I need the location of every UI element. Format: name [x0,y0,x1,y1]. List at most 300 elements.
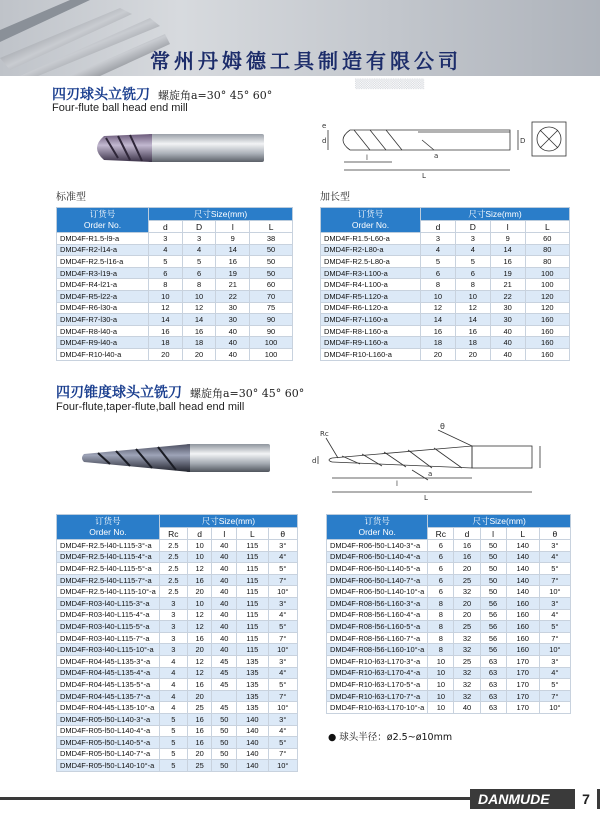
size-value-cell: 140 [237,760,268,772]
size-value-cell: 3 [159,621,187,633]
size-value-cell: 115 [237,551,268,563]
size-value-cell: 6 [428,574,454,586]
order-number-cell: DMD4F-R05-l50-L140-10°-a [57,760,160,772]
size-value-cell: 12 [187,563,212,575]
order-number-cell: DMD4F-R03-l40-L115-5°-a [57,621,160,633]
size-value-cell: 16 [149,325,183,337]
table-row [327,702,571,714]
size-value-cell: 135 [237,679,268,691]
size-value-cell: 20 [187,690,212,702]
section2-title [56,382,304,402]
size-value-cell: 140 [506,574,539,586]
size-value-cell: 16 [455,325,490,337]
table-row [57,597,298,609]
size-value-cell: 10 [428,655,454,667]
order-number-cell: DMD4F-R1.5-l9-a [57,233,149,245]
size-value-cell: 3 [182,233,216,245]
size-value-cell: 140 [237,737,268,749]
size-value-cell: 50 [212,725,237,737]
size-value-cell: 16 [216,256,250,268]
order-number-cell: DMD4F-R2.5-l40-L115-10°-a [57,586,160,598]
size-value-cell: 32 [454,679,480,691]
table-row [57,267,293,279]
watermark-text: ▒▒▒▒▒▒▒▒▒▒ [355,80,425,90]
size-value-cell: 135 [237,690,268,702]
footer-rule [0,797,470,800]
col-header: l [212,528,237,540]
size-value-cell: 6 [182,267,216,279]
size-value-cell: 5 [182,256,216,268]
table-row [57,621,298,633]
size-value-cell: 3° [268,597,298,609]
diagram2-label-L: L [424,494,428,502]
size-value-cell: 5 [159,748,187,760]
page-header [0,0,600,76]
size-value-cell: 6 [149,267,183,279]
ball-radius-note: ● 球头半径：ø2.5~ø10mm [328,732,453,743]
diagram2-label-l: l [396,480,398,488]
size-value-cell: 115 [237,540,268,552]
size-value-cell: 25 [454,655,480,667]
size-value-cell: 4 [421,244,456,256]
order-number-cell: DMD4F-R05-l50-L140-5°-a [57,737,160,749]
table-row [327,644,571,656]
order-number-cell: DMD4F-R9-L160-a [321,337,421,349]
ball-endmill-photo [88,128,268,168]
size-value-cell: 30 [216,302,250,314]
size-value-cell: 10° [268,760,298,772]
size-value-cell: 16 [421,325,456,337]
size-value-cell: 5 [421,256,456,268]
size-value-cell: 50 [250,244,293,256]
table-body [327,540,571,714]
table-row [327,574,571,586]
size-value-cell: 14 [216,244,250,256]
order-number-cell: DMD4F-R04-l45-L135-10°-a [57,702,160,714]
size-value-cell: 70 [250,290,293,302]
size-value-cell: 40 [212,609,237,621]
table-row [57,644,298,656]
size-value-cell: 10 [149,290,183,302]
order-header: 订货号 Order No. [57,208,149,233]
size-value-cell: 7° [268,574,298,586]
size-value-cell: 160 [506,609,539,621]
order-number-cell: DMD4F-R7-l30-a [57,314,149,326]
size-value-cell: 3° [539,655,570,667]
size-value-cell: 56 [480,621,506,633]
order-number-cell: DMD4F-R2.5-l16-a [57,256,149,268]
size-value-cell: 7° [268,748,298,760]
taper-endmill-diagram [312,420,572,502]
table-row [321,314,570,326]
size-value-cell: 8 [149,279,183,291]
size-value-cell: 4 [159,655,187,667]
size-value-cell: 10 [421,290,456,302]
table-row [327,586,571,598]
size-value-cell: 40 [216,337,250,349]
table-row [57,279,293,291]
order-number-cell: DMD4F-R6-L120-a [321,302,421,314]
order-number-cell: DMD4F-R10-l63-L170-5°-a [327,679,428,691]
table-row [57,256,293,268]
col-header: L [506,528,539,540]
table-row [327,632,571,644]
size-value-cell: 6 [428,586,454,598]
size-value-cell: 9 [216,233,250,245]
long-spec-table [320,207,570,361]
size-value-cell: 115 [237,586,268,598]
size-value-cell: 6 [428,551,454,563]
size-value-cell: 63 [480,702,506,714]
size-value-cell: 140 [506,540,539,552]
size-value-cell: 10 [428,679,454,691]
size-value-cell: 20 [187,748,212,760]
size-value-cell: 19 [216,267,250,279]
size-value-cell: 12 [455,302,490,314]
size-value-cell: 12 [187,667,212,679]
size-value-cell: 4° [268,609,298,621]
size-value-cell: 4° [268,551,298,563]
diagram2-label-Rc: Rc [320,430,329,438]
table-row [321,337,570,349]
table-row [57,748,298,760]
size-value-cell: 50 [250,256,293,268]
size-value-cell: 10 [428,667,454,679]
size-value-cell: 10 [187,540,212,552]
size-value-cell: 3 [149,233,183,245]
size-value-cell: 7° [268,632,298,644]
size-header: 尺寸Size(mm) [428,515,571,528]
size-value-cell: 140 [506,586,539,598]
section2-title-cn: 四刃锥度球头立铣刀 [56,385,182,401]
size-value-cell: 100 [525,279,569,291]
standard-spec-table [56,207,293,361]
size-value-cell: 50 [480,586,506,598]
size-value-cell: 63 [480,679,506,691]
size-value-cell: 40 [212,597,237,609]
size-value-cell: 50 [212,737,237,749]
size-value-cell: 12 [187,655,212,667]
size-value-cell: 5° [268,679,298,691]
col-header: θ [268,528,298,540]
size-value-cell: 40 [212,644,237,656]
size-value-cell: 115 [237,597,268,609]
size-header: 尺寸Size(mm) [159,515,297,528]
order-number-cell: DMD4F-R5-l22-a [57,290,149,302]
size-value-cell: 160 [525,314,569,326]
size-value-cell: 170 [506,667,539,679]
size-value-cell: 16 [182,325,216,337]
size-value-cell: 8 [428,644,454,656]
table-row [327,597,571,609]
size-value-cell: 18 [421,337,456,349]
company-name: 常州丹姆德工具制造有限公司 [150,49,462,73]
size-value-cell: 18 [149,337,183,349]
size-value-cell: 20 [421,348,456,360]
size-value-cell: 160 [525,325,569,337]
order-number-cell: DMD4F-R4-l21-a [57,279,149,291]
order-number-cell: DMD4F-R2.5-l40-L115-7°-a [57,574,160,586]
size-value-cell: 6 [421,267,456,279]
size-value-cell: 170 [506,655,539,667]
order-number-cell: DMD4F-R9-l40-a [57,337,149,349]
size-value-cell: 135 [237,655,268,667]
size-value-cell: 100 [250,348,293,360]
order-number-cell: DMD4F-R04-l45-L135-4°-a [57,667,160,679]
size-value-cell: 14 [421,314,456,326]
size-value-cell: 16 [187,679,212,691]
size-value-cell: 3° [268,540,298,552]
order-number-cell: DMD4F-R5-L120-a [321,290,421,302]
table-row [327,690,571,702]
size-value-cell: 56 [480,597,506,609]
order-number-cell: DMD4F-R4-L100-a [321,279,421,291]
size-value-cell [212,690,237,702]
size-value-cell: 6 [428,540,454,552]
size-value-cell: 25 [187,702,212,714]
size-value-cell: 10° [539,702,570,714]
table-row [327,621,571,633]
size-value-cell: 50 [480,540,506,552]
size-value-cell: 32 [454,644,480,656]
order-number-cell: DMD4F-R2-L80-a [321,244,421,256]
size-value-cell: 3 [159,632,187,644]
size-value-cell: 10° [539,644,570,656]
size-value-cell: 140 [237,713,268,725]
size-value-cell: 10 [182,290,216,302]
size-value-cell: 10 [455,290,490,302]
table-row [321,325,570,337]
size-value-cell: 80 [525,256,569,268]
size-value-cell: 14 [182,314,216,326]
size-value-cell: 90 [250,314,293,326]
col-header: l [490,221,525,233]
size-value-cell: 5° [268,621,298,633]
size-value-cell: 3° [268,655,298,667]
order-number-cell: DMD4F-R08-l56-L160-10°-a [327,644,428,656]
size-value-cell: 50 [480,563,506,575]
size-value-cell: 7° [268,690,298,702]
table-row [321,279,570,291]
size-value-cell: 5 [455,256,490,268]
size-value-cell: 16 [490,256,525,268]
size-value-cell: 56 [480,609,506,621]
size-value-cell: 12 [182,302,216,314]
order-number-cell: DMD4F-R10-l40-a [57,348,149,360]
order-number-cell: DMD4F-R06-l50-L140-10°-a [327,586,428,598]
size-value-cell: 12 [421,302,456,314]
col-header: Rc [159,528,187,540]
size-value-cell: 5° [268,563,298,575]
section1-helix: 螺旋角a=30° 45° 60° [158,89,273,102]
size-value-cell: 10 [187,551,212,563]
section2-helix: 螺旋角a=30° 45° 60° [190,387,305,400]
table-row [321,267,570,279]
page-number: 7 [575,789,597,809]
size-value-cell: 140 [237,725,268,737]
size-value-cell: 32 [454,690,480,702]
size-value-cell: 30 [216,314,250,326]
size-value-cell: 30 [490,314,525,326]
size-value-cell: 40 [490,325,525,337]
col-header: L [237,528,268,540]
size-header: 尺寸Size(mm) [149,208,293,221]
size-value-cell: 4 [159,690,187,702]
order-number-cell: DMD4F-R1.5-L60-a [321,233,421,245]
taper-spec-table-left [56,514,298,772]
order-number-cell: DMD4F-R08-l56-L160-7°-a [327,632,428,644]
table-row [57,314,293,326]
size-value-cell: 80 [525,244,569,256]
size-value-cell: 120 [525,290,569,302]
size-value-cell: 40 [212,551,237,563]
section1-title [52,84,272,104]
long-type-label: 加长型 [320,192,350,203]
size-value-cell: 40 [490,337,525,349]
size-value-cell: 115 [237,621,268,633]
table-row [57,725,298,737]
size-value-cell: 8 [428,609,454,621]
size-value-cell: 20 [454,609,480,621]
order-number-cell: DMD4F-R03-l40-L115-10°-a [57,644,160,656]
size-header: 尺寸Size(mm) [421,208,570,221]
size-value-cell: 3 [159,644,187,656]
size-value-cell: 170 [506,690,539,702]
size-value-cell: 60 [525,233,569,245]
table-row [57,290,293,302]
size-value-cell: 21 [216,279,250,291]
size-value-cell: 170 [506,679,539,691]
size-value-cell: 50 [480,551,506,563]
size-value-cell: 32 [454,632,480,644]
order-number-cell: DMD4F-R03-l40-L115-7°-a [57,632,160,644]
size-value-cell: 12 [149,302,183,314]
size-value-cell: 25 [187,760,212,772]
size-value-cell: 45 [212,655,237,667]
size-value-cell: 21 [490,279,525,291]
col-header: D [182,221,216,233]
order-number-cell: DMD4F-R05-l50-L140-7°-a [57,748,160,760]
size-value-cell: 16 [187,725,212,737]
size-value-cell: 50 [212,748,237,760]
table-row [327,655,571,667]
table-row [57,563,298,575]
size-value-cell: 10 [428,690,454,702]
size-value-cell: 45 [212,667,237,679]
order-number-cell: DMD4F-R05-l50-L140-4°-a [57,725,160,737]
size-value-cell: 8 [428,597,454,609]
size-value-cell: 7° [539,690,570,702]
table-row [57,760,298,772]
order-number-cell: DMD4F-R06-l50-L140-4°-a [327,551,428,563]
size-value-cell: 75 [250,302,293,314]
order-number-cell: DMD4F-R10-l63-L170-7°-a [327,690,428,702]
order-number-cell: DMD4F-R06-l50-L140-3°-a [327,540,428,552]
table-body [321,233,570,361]
size-value-cell: 12 [187,621,212,633]
size-value-cell: 4 [149,244,183,256]
size-value-cell: 3 [159,609,187,621]
size-value-cell: 14 [455,314,490,326]
size-value-cell: 4 [159,667,187,679]
size-value-cell: 40 [490,348,525,360]
section2-title-en: Four-flute,taper-flute,ball head end mill [56,401,245,413]
table-row [57,540,298,552]
table-row [57,574,298,586]
table-row [57,737,298,749]
diagram2-label-d: d [312,457,317,465]
order-number-cell: DMD4F-R04-l45-L135-7°-a [57,690,160,702]
table-row [57,551,298,563]
order-number-cell: DMD4F-R3-l19-a [57,267,149,279]
table-row [321,290,570,302]
order-number-cell: DMD4F-R04-l45-L135-5°-a [57,679,160,691]
table-row [57,337,293,349]
size-value-cell: 4° [268,667,298,679]
ball-endmill-diagram [322,116,572,180]
size-value-cell: 115 [237,574,268,586]
size-value-cell: 115 [237,644,268,656]
size-value-cell: 63 [480,690,506,702]
size-value-cell: 16 [454,540,480,552]
table-row [327,667,571,679]
size-value-cell: 8 [421,279,456,291]
size-value-cell: 16 [187,632,212,644]
order-number-cell: DMD4F-R06-l50-L140-5°-a [327,563,428,575]
order-number-cell: DMD4F-R03-l40-L115-3°-a [57,597,160,609]
size-value-cell: 160 [506,632,539,644]
size-value-cell: 2.5 [159,574,187,586]
size-value-cell: 5 [159,760,187,772]
table-row [57,586,298,598]
size-value-cell: 5 [159,737,187,749]
size-value-cell: 10° [268,644,298,656]
table-row [57,690,298,702]
size-value-cell: 115 [237,609,268,621]
table-row [57,679,298,691]
size-value-cell: 10 [187,597,212,609]
order-number-cell: DMD4F-R2.5-l40-L115-3°-a [57,540,160,552]
size-value-cell: 115 [237,563,268,575]
size-value-cell: 170 [506,702,539,714]
table-row [321,256,570,268]
size-value-cell: 16 [187,713,212,725]
table-row [57,233,293,245]
size-value-cell: 140 [506,551,539,563]
size-value-cell: 30 [490,302,525,314]
size-value-cell: 8 [182,279,216,291]
diagram1-label-e: e [322,122,327,130]
table-row [57,609,298,621]
size-value-cell: 40 [212,563,237,575]
col-header: d [149,221,183,233]
size-value-cell: 5° [539,621,570,633]
footer-brand: DANMUDE [470,789,600,809]
table-row [321,233,570,245]
size-value-cell: 32 [454,586,480,598]
order-number-cell: DMD4F-R08-l56-L160-4°-a [327,609,428,621]
diagram1-label-l: l [366,154,368,162]
size-value-cell: 38 [250,233,293,245]
size-value-cell: 8 [428,632,454,644]
size-value-cell: 45 [212,679,237,691]
table-row [57,655,298,667]
col-header: L [525,221,569,233]
size-value-cell: 9 [490,233,525,245]
size-value-cell: 10 [428,702,454,714]
table-row [57,632,298,644]
size-value-cell: 3 [455,233,490,245]
